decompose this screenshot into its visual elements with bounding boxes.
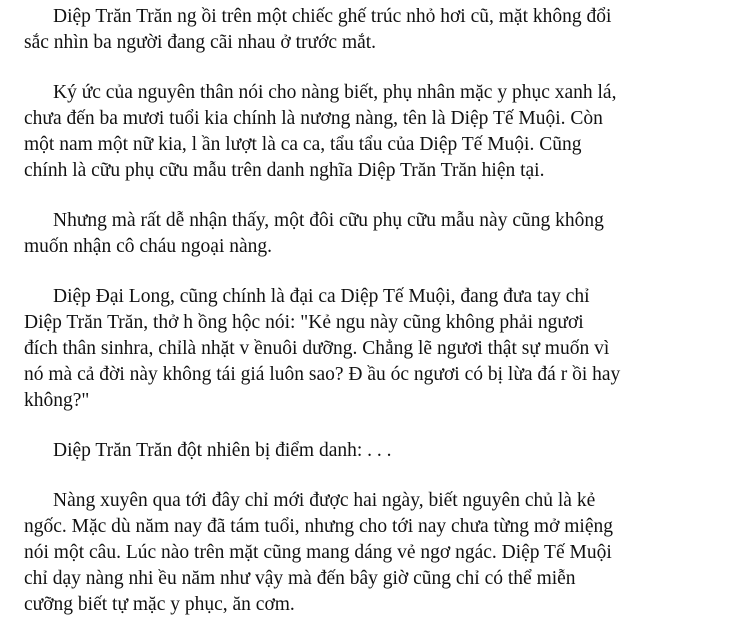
paragraph-3: [24, 208, 727, 260]
text-line: nó mà cả đời này không tái giá luôn sao? Đ ầu óc ngươi có bị lừa đá r ồi hay: [24, 364, 621, 385]
paragraph-4: [24, 284, 727, 414]
text-line: chính là cữu phụ cữu mẫu trên danh nghĩa Diệp Trăn Trăn hiện tại.: [24, 160, 545, 181]
text-line: nói một câu. Lúc nào trên mặt cũng mang dáng vẻ ngơ ngác. Diệp Tế Muội: [24, 542, 612, 563]
text-line: không?": [24, 390, 90, 411]
text-line: ngốc. Mặc dù năm nay đã tám tuổi, nhưng cho tới nay chưa từng mở miệng: [24, 516, 613, 537]
text-line: Diệp Trăn Trăn ng ồi trên một chiếc ghế trúc nhỏ hơi cũ, mặt không đổi: [53, 6, 612, 27]
text-line: Diệp Trăn Trăn, thở h ồng hộc nói: "Kẻ ngu này cũng không phải ngươi: [24, 312, 584, 333]
text-line: cưỡng biết tự mặc y phục, ăn cơm.: [24, 594, 295, 615]
paragraph-5: [24, 438, 727, 464]
text-line: chưa đến ba mươi tuổi kia chính là nương nàng, tên là Diệp Tế Muội. Còn: [24, 108, 603, 129]
text-line: một nam một nữ kia, l ần lượt là ca ca, tẩu tẩu của Diệp Tế Muội. Cũng: [24, 134, 582, 155]
text-line: Nhưng mà rất dễ nhận thấy, một đôi cữu phụ cữu mẫu này cũng không: [53, 210, 604, 231]
paragraph-6: [24, 488, 727, 618]
text-line: muốn nhận cô cháu ngoại nàng.: [24, 236, 273, 257]
text-line: Nàng xuyên qua tới đây chỉ mới được hai ngày, biết nguyên chủ là kẻ: [53, 490, 596, 511]
text-line: Diệp Trăn Trăn đột nhiên bị điểm danh: . . .: [53, 440, 392, 461]
text-line: chỉ dạy nàng nhi ều năm như vậy mà đến bây giờ cũng chỉ có thể miễn: [24, 568, 576, 589]
text-line: Diệp Đại Long, cũng chính là đại ca Diệp Tế Muội, đang đưa tay chỉ: [53, 286, 590, 307]
text-line: đích thân sinhra, chỉlà nhặt v ềnuôi dưỡng. Chẳng lẽ ngươi thật sự muốn vì: [24, 338, 610, 359]
text-line: Ký ức của nguyên thân nói cho nàng biết, phụ nhân mặc y phục xanh lá,: [53, 82, 617, 103]
paragraph-2: [24, 80, 727, 184]
text-line: sắc nhìn ba người đang cãi nhau ở trước mắt.: [24, 32, 377, 53]
paragraph-1: [24, 4, 727, 56]
